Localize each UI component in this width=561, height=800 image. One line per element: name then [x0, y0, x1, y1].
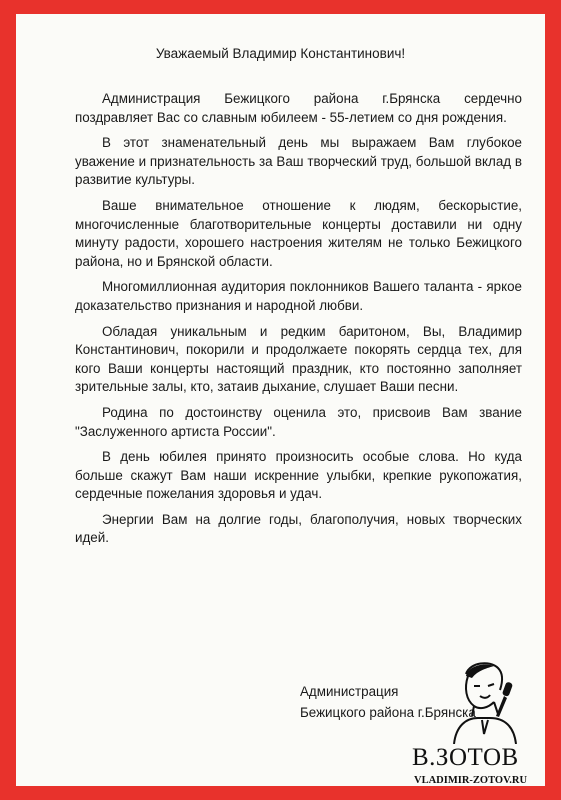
watermark-name: В.ЗОТОВ	[412, 744, 519, 771]
paragraph: Многомиллионная аудитория поклонников Вашего таланта - яркое доказательство признания и народной любви.	[75, 279, 522, 313]
paragraph: Обладая уникальным и редким баритоном, Вы, Владимир Константинович, покорили и продолжаете покорять сердца тех, для кого Ваши концерты настоящий праздник, кто постоянно заполняет зрительные залы, кто, затаив дыхание, слушает Ваши песни.	[75, 323, 522, 395]
signature-line: Администрация	[300, 684, 399, 699]
paragraph: В день юбилея принято произносить особые слова. Но куда больше скажут Вам наши искренние улыбки, крепкие рукопожатия, сердечные пожелания здоровья и удач.	[75, 449, 522, 502]
paragraph: Администрация Бежицкого района г.Брянска сердечно поздравляет Вас со славным юбилеем - 55-летием со дня рождения.	[75, 91, 522, 125]
singer-portrait-icon	[444, 660, 524, 744]
watermark-site: VLADIMIR-ZOTOV.RU	[414, 775, 528, 786]
salutation: Уважаемый Владимир Константинович!	[155, 46, 406, 61]
paragraph: В этот знаменательный день мы выражаем Вам глубокое уважение и признательность за Ваш творческий труд, большой вклад в развитие культуры.	[75, 135, 522, 188]
signature-line: Бежицкого района г.Брянска	[300, 705, 476, 720]
paragraph: Ваше внимательное отношение к людям, бескорыстие, многочисленные благотворительные концерты доставили ни одну минуту радости, хорошего настроения жителям не только Бежицкого района, но и Брянской области.	[75, 197, 522, 269]
watermark-logo	[404, 660, 554, 796]
paragraph: Энергии Вам на долгие годы, благополучия, новых творческих идей.	[75, 511, 522, 546]
paragraph: Родина по достоинству оценила это, присвоив Вам звание "Заслуженного артиста России".	[75, 404, 522, 439]
letter-body	[75, 90, 522, 555]
